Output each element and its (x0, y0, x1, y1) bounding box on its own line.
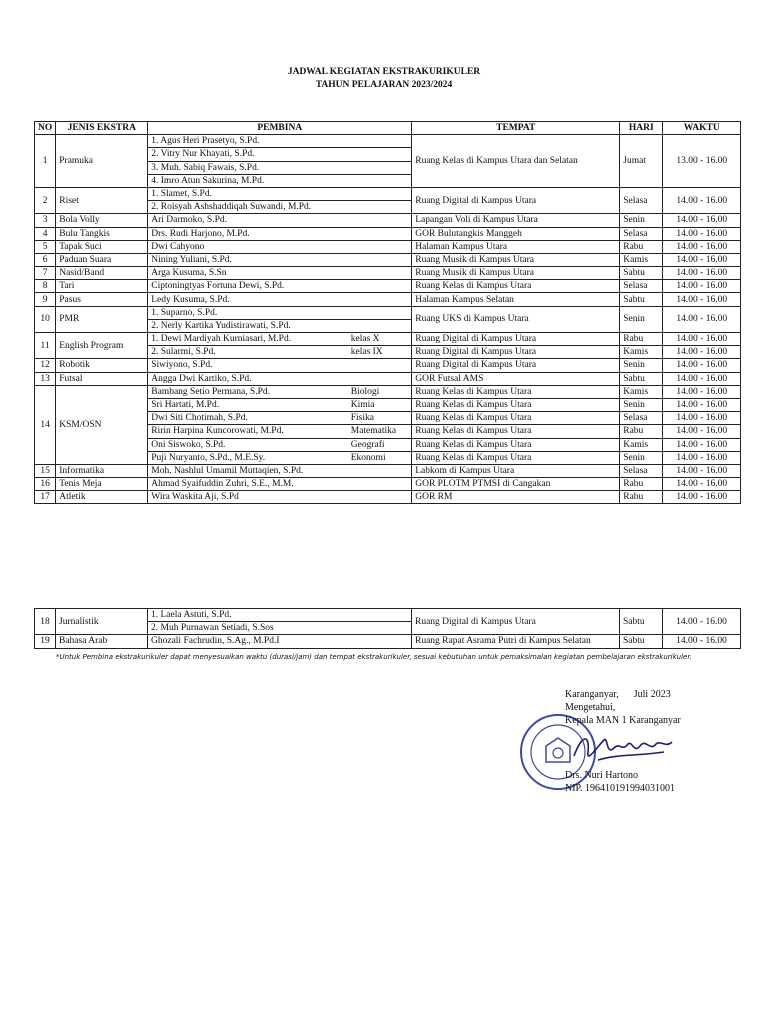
table-row (35, 609, 741, 622)
pembina-note: Matematika (348, 425, 412, 438)
waktu: 14.00 - 16.00 (663, 398, 741, 411)
pembina-name: Dwi Cahyono (148, 240, 412, 253)
ekstra-name: Bahasa Arab (56, 635, 148, 648)
column-header: PEMBINA (148, 122, 412, 135)
row-number: 3 (35, 214, 56, 227)
tempat: Ruang Kelas di Kampus Utara (412, 425, 620, 438)
ekstra-name: Futsal (56, 372, 148, 385)
row-number: 10 (35, 306, 56, 332)
tempat: Ruang Digital di Kampus Utara (412, 609, 620, 635)
tempat: GOR RM (412, 491, 620, 504)
waktu: 14.00 - 16.00 (663, 609, 741, 635)
pembina-note: Biologi (348, 385, 412, 398)
pembina-name: Ahmad Syaifuddin Zuhri, S.E., M.M. (148, 478, 412, 491)
waktu: 14.00 - 16.00 (663, 280, 741, 293)
pembina-name: 1. Agus Heri Prasetyo, S.Pd. (148, 135, 412, 148)
waktu: 14.00 - 16.00 (663, 267, 741, 280)
table-row (35, 306, 741, 319)
pembina-name: Drs. Rudi Harjono, M.Pd. (148, 227, 412, 240)
pembina-name: 1. Suparno, S.Pd. (148, 306, 412, 319)
waktu: 14.00 - 16.00 (663, 438, 741, 451)
row-number: 1 (35, 135, 56, 188)
waktu: 14.00 - 16.00 (663, 478, 741, 491)
pembina-name: 2. Sularmi, S.Pd. (148, 346, 348, 359)
column-header: WAKTU (663, 122, 741, 135)
tempat: Ruang Musik di Kampus Utara (412, 253, 620, 266)
hari: Selasa (620, 227, 663, 240)
column-header: NO (35, 122, 56, 135)
waktu: 14.00 - 16.00 (663, 306, 741, 332)
waktu: 14.00 - 16.00 (663, 412, 741, 425)
waktu: 14.00 - 16.00 (663, 346, 741, 359)
tempat: Ruang Kelas di Kampus Utara (412, 438, 620, 451)
hari: Sabtu (620, 609, 663, 635)
pembina-name: Ririn Harpina Kuncorowati, M.Pd. (148, 425, 348, 438)
pembina-note: Geografi (348, 438, 412, 451)
table-row (35, 135, 741, 148)
pembina-name: 4. Imro Atun Sakurina, M.Pd. (148, 174, 412, 187)
tempat: GOR Futsal AMS (412, 372, 620, 385)
table-row (35, 635, 741, 648)
hari: Rabu (620, 240, 663, 253)
waktu: 14.00 - 16.00 (663, 253, 741, 266)
hari: Rabu (620, 491, 663, 504)
ekstra-name: Pasus (56, 293, 148, 306)
pembina-name: Arga Kusuma, S.Sn (148, 267, 412, 280)
pembina-note: Kimia (348, 398, 412, 411)
tempat: Ruang Kelas di Kampus Utara (412, 280, 620, 293)
waktu: 14.00 - 16.00 (663, 333, 741, 346)
schedule-table-continued (34, 608, 741, 649)
pembina-name: Wira Waskita Aji, S.Pd (148, 491, 412, 504)
tempat: Lapangan Voli di Kampus Utara (412, 214, 620, 227)
hari: Kamis (620, 346, 663, 359)
tempat: Labkom di Kampus Utara (412, 464, 620, 477)
ekstra-name: Nasid/Band (56, 267, 148, 280)
pembina-name: Puji Nuryanto, S.Pd., M.E.Sy. (148, 451, 348, 464)
row-number: 5 (35, 240, 56, 253)
hari: Senin (620, 214, 663, 227)
ekstra-name: Riset (56, 187, 148, 213)
row-number: 19 (35, 635, 56, 648)
hari: Rabu (620, 478, 663, 491)
table-row (35, 280, 741, 293)
schedule-table (34, 121, 741, 504)
tempat: Ruang Kelas di Kampus Utara (412, 385, 620, 398)
sign-nip: NIP. 196410191994031001 (565, 783, 676, 794)
ekstra-name: Paduan Suara (56, 253, 148, 266)
waktu: 14.00 - 16.00 (663, 451, 741, 464)
pembina-name: 3. Muh. Sabiq Fawais, S.Pd. (148, 161, 412, 174)
tempat: GOR Bulutangkis Manggeh (412, 227, 620, 240)
table-row (35, 333, 741, 346)
waktu: 14.00 - 16.00 (663, 635, 741, 648)
row-number: 6 (35, 253, 56, 266)
pembina-name: 1. Dewi Mardiyah Kurniasari, M.Pd. (148, 333, 348, 346)
tempat: Ruang UKS di Kampus Utara (412, 306, 620, 332)
hari: Sabtu (620, 293, 663, 306)
tempat: Ruang Digital di Kampus Utara (412, 346, 620, 359)
tempat: Ruang Musik di Kampus Utara (412, 267, 620, 280)
waktu: 14.00 - 16.00 (663, 464, 741, 477)
pembina-name: Siwiyono, S.Pd. (148, 359, 412, 372)
waktu: 14.00 - 16.00 (663, 372, 741, 385)
table-row (35, 385, 741, 398)
ekstra-name: English Program (56, 333, 148, 359)
row-number: 4 (35, 227, 56, 240)
row-number: 14 (35, 385, 56, 464)
table-row (35, 267, 741, 280)
hari: Jumat (620, 135, 663, 188)
ekstra-name: KSM/OSN (56, 385, 148, 464)
table-row (35, 359, 741, 372)
row-number: 12 (35, 359, 56, 372)
table-row (35, 478, 741, 491)
hari: Selasa (620, 280, 663, 293)
waktu: 14.00 - 16.00 (663, 385, 741, 398)
hari: Selasa (620, 187, 663, 213)
waktu: 14.00 - 16.00 (663, 293, 741, 306)
row-number: 18 (35, 609, 56, 635)
tempat: Ruang Kelas di Kampus Utara (412, 412, 620, 425)
hari: Rabu (620, 333, 663, 346)
pembina-name: Ledy Kusuma, S.Pd. (148, 293, 412, 306)
row-number: 13 (35, 372, 56, 385)
ekstra-name: Tenis Meja (56, 478, 148, 491)
pembina-name: 1. Laela Astuti, S.Pd. (148, 609, 412, 622)
hari: Senin (620, 306, 663, 332)
tempat: GOR PLOTM PTMSI di Cangakan (412, 478, 620, 491)
tempat: Ruang Kelas di Kampus Utara dan Selatan (412, 135, 620, 188)
pembina-name: Ciptoningtyas Fortuna Dewi, S.Pd. (148, 280, 412, 293)
hari: Rabu (620, 425, 663, 438)
hari: Kamis (620, 385, 663, 398)
table-row (35, 253, 741, 266)
ekstra-name: Jurnalistik (56, 609, 148, 635)
pembina-note: kelas IX (348, 346, 412, 359)
pembina-name: 2. Roisyah Ashshaddiqah Suwandi, M.Pd. (148, 201, 412, 214)
pembina-name: Oni Siswoko, S.Pd. (148, 438, 348, 451)
ekstra-name: Robotik (56, 359, 148, 372)
ekstra-name: Tari (56, 280, 148, 293)
row-number: 8 (35, 280, 56, 293)
row-number: 7 (35, 267, 56, 280)
ekstra-name: Pramuka (56, 135, 148, 188)
ekstra-name: Bola Volly (56, 214, 148, 227)
row-number: 2 (35, 187, 56, 213)
pembina-name: 1. Slamet, S.Pd. (148, 187, 412, 200)
pembina-name: 2. Vitry Nur Khayati, S.Pd. (148, 148, 412, 161)
hari: Sabtu (620, 372, 663, 385)
tempat: Ruang Digital di Kampus Utara (412, 187, 620, 213)
waktu: 14.00 - 16.00 (663, 491, 741, 504)
hari: Sabtu (620, 635, 663, 648)
sign-place-date: Karanganyar, Juli 2023 (565, 689, 671, 700)
table-row (35, 214, 741, 227)
table-row (35, 464, 741, 477)
pembina-name: Moh. Nashlul Umamil Muttaqien, S.Pd. (148, 464, 412, 477)
waktu: 14.00 - 16.00 (663, 187, 741, 213)
table-row (35, 372, 741, 385)
tempat: Ruang Rapat Asrama Putri di Kampus Selatan (412, 635, 620, 648)
hari: Sabtu (620, 267, 663, 280)
pembina-name: Dwi Siti Chotimah, S.Pd. (148, 412, 348, 425)
table-row (35, 187, 741, 200)
ekstra-name: PMR (56, 306, 148, 332)
table-row (35, 293, 741, 306)
hari: Kamis (620, 438, 663, 451)
waktu: 14.00 - 16.00 (663, 359, 741, 372)
ekstra-name: Tapak Suci (56, 240, 148, 253)
hari: Selasa (620, 464, 663, 477)
waktu: 14.00 - 16.00 (663, 240, 741, 253)
hari: Kamis (620, 253, 663, 266)
tempat: Ruang Digital di Kampus Utara (412, 333, 620, 346)
tempat: Ruang Digital di Kampus Utara (412, 359, 620, 372)
tempat: Halaman Kampus Utara (412, 240, 620, 253)
pembina-name: Bambang Setio Permana, S.Pd. (148, 385, 348, 398)
waktu: 13.00 - 16.00 (663, 135, 741, 188)
row-number: 11 (35, 333, 56, 359)
row-number: 17 (35, 491, 56, 504)
ekstra-name: Atletik (56, 491, 148, 504)
tempat: Halaman Kampus Selatan (412, 293, 620, 306)
tempat: Ruang Kelas di Kampus Utara (412, 451, 620, 464)
hari: Senin (620, 359, 663, 372)
ekstra-name: Informatika (56, 464, 148, 477)
handwritten-signature-icon (568, 726, 678, 770)
column-header: TEMPAT (412, 122, 620, 135)
column-header: HARI (620, 122, 663, 135)
pembina-name: 2. Nerly Kartika Yudistirawati, S.Pd. (148, 319, 412, 332)
row-number: 16 (35, 478, 56, 491)
table-row (35, 227, 741, 240)
waktu: 14.00 - 16.00 (663, 214, 741, 227)
sign-name: Drs. Nuri Hartono (565, 770, 639, 781)
pembina-note: kelas X (348, 333, 412, 346)
pembina-note: Ekonomi (348, 451, 412, 464)
pembina-name: Ari Darmoko, S.Pd. (148, 214, 412, 227)
pembina-name: Angga Dwi Kartiko, S.Pd. (148, 372, 412, 385)
pembina-name: Ghozali Fachrudin, S.Ag., M.Pd.I (148, 635, 412, 648)
table-header-row (35, 122, 741, 135)
footnote: *Untuk Pembina ekstrakurikuler dapat menyesuaikan waktu (durasi/jam) dan tempat ekstrakurikuler, sesuai kebutuhan untuk pemaksimalan kegiatan pembelajaran ekstrakurikuler. (56, 653, 692, 661)
ekstra-name: Bulu Tangkis (56, 227, 148, 240)
waktu: 14.00 - 16.00 (663, 425, 741, 438)
pembina-note: Fisika (348, 412, 412, 425)
doc-subtitle: TAHUN PELAJARAN 2023/2024 (315, 80, 453, 90)
table-row (35, 240, 741, 253)
sign-position: Kepala MAN 1 Karanganyar (565, 715, 681, 726)
pembina-name: Nining Yuliani, S.Pd. (148, 253, 412, 266)
waktu: 14.00 - 16.00 (663, 227, 741, 240)
hari: Selasa (620, 412, 663, 425)
row-number: 15 (35, 464, 56, 477)
hari: Senin (620, 398, 663, 411)
pembina-name: Sri Hartati, M.Pd. (148, 398, 348, 411)
tempat: Ruang Kelas di Kampus Utara (412, 398, 620, 411)
column-header: JENIS EKSTRA (56, 122, 148, 135)
table-row (35, 491, 741, 504)
doc-title: JADWAL KEGIATAN EKSTRAKURIKULER (287, 67, 481, 77)
sign-ack: Mengetahui, (565, 702, 616, 713)
pembina-name: 2. Muh Purnawan Setiadi, S.Sos (148, 622, 412, 635)
hari: Senin (620, 451, 663, 464)
row-number: 9 (35, 293, 56, 306)
